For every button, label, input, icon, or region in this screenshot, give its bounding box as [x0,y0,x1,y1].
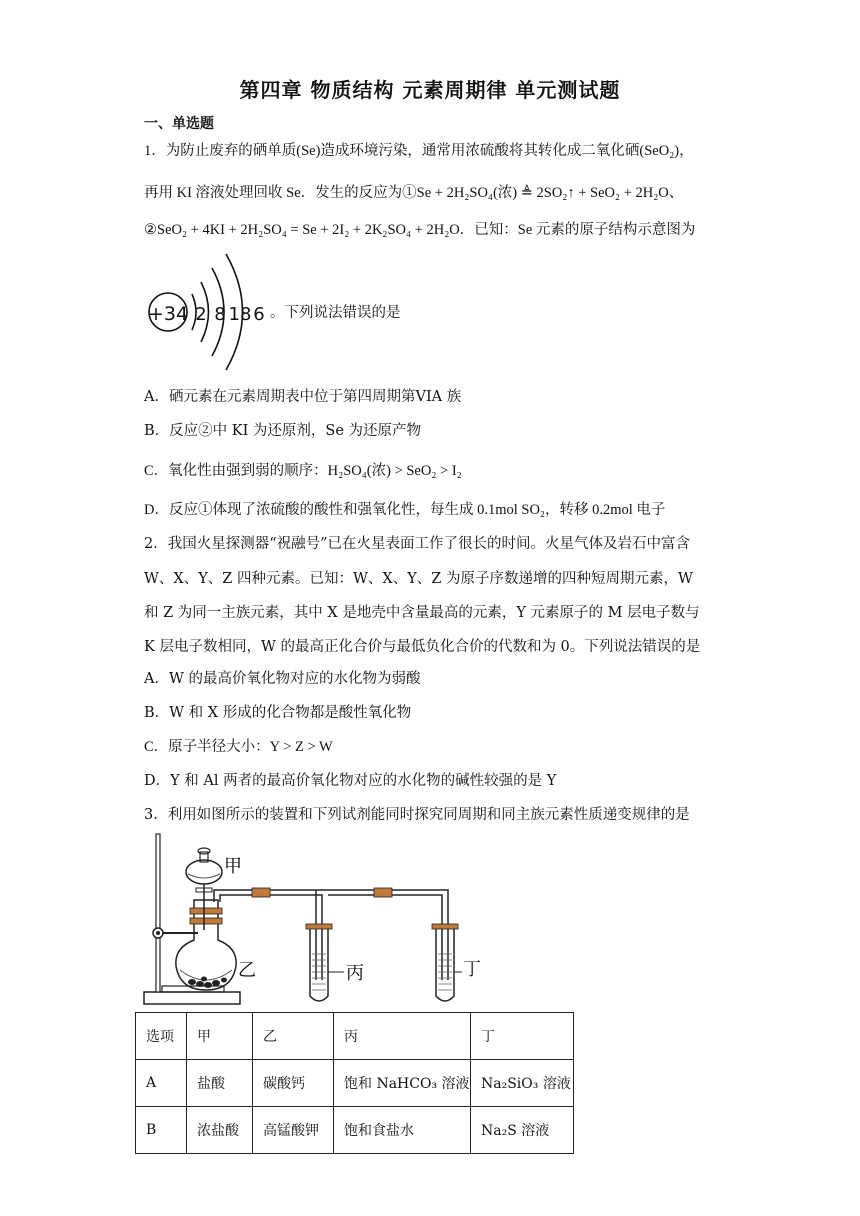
label-ding: 丁 [463,959,481,980]
rubber-connector-1 [252,888,270,897]
table-cell: 盐酸 [187,1060,253,1107]
table-header-row [136,1013,574,1060]
q1-option-d: D．反应①体现了浓硫酸的酸性和强氧化性，每生成 0.1mol SO₂，转移 0.2mol 电子 [144,502,666,518]
apparatus-diagram [140,830,470,1010]
q3-stem: 3．利用如图所示的装置和下列试剂能同时探究同周期和同主族元素性质递变规律的是 [144,807,690,823]
label-yi: 乙 [238,960,256,981]
table-header-cell: 选项 [136,1013,187,1060]
table-cell: Na₂SiO₃ 溶液 [471,1060,574,1107]
q1-stem-end: 。下列说法错误的是 [270,305,401,321]
table-header-cell: 丙 [334,1013,471,1060]
table-cell: 浓盐酸 [187,1107,253,1154]
stand-rod [156,834,160,992]
q2-option-d: D．Y 和 Al 两者的最高价氧化物对应的水化物的碱性较强的是 Y [144,773,557,789]
separatory-funnel [186,860,222,884]
table-cell: A [136,1060,187,1107]
shell-electrons-2: 8 [214,304,226,325]
q2-option-c: C．原子半径大小：Y > Z > W [144,739,333,755]
section-heading: 一、单选题 [144,116,214,132]
q1-option-a: A．硒元素在元素周期表中位于第四周期第VIA 族 [144,389,462,405]
q1-line-2: 再用 KI 溶液处理回收 Se．发生的反应为①Se + 2H₂SO₄(浓) ≜ 2SO₂↑ + SeO₂ + 2H₂O、 [144,185,684,201]
shell-electrons-3: 18 [228,304,252,325]
label-jia: 甲 [224,856,242,877]
table-cell: B [136,1107,187,1154]
table-header-cell: 丁 [471,1013,574,1060]
document-title: 第四章 物质结构 元素周期律 单元测试题 [239,78,621,102]
q2-line-3: 和 Z 为同一主族元素，其中 X 是地壳中含量最高的元素，Y 元素原子的 M 层电子数与 [144,605,700,621]
q2-line-4: K 层电子数相同，W 的最高正化合价与最低负化合价的代数和为 0。下列说法错误的是 [144,639,701,655]
test-tube-bing [310,924,328,1001]
table-cell: 碳酸钙 [253,1060,334,1107]
se-atom-structure-diagram [144,250,270,372]
table-cell: 饱和 NaHCO₃ 溶液 [334,1060,471,1107]
table-row [136,1060,574,1107]
q2-line-1: 2．我国火星探测器“祝融号”已在火星表面工作了很长的时间。火星气体及岩石中富含 [144,536,691,552]
table-header-cell: 乙 [253,1013,334,1060]
table-header-cell: 甲 [187,1013,253,1060]
q2-line-2: W、X、Y、Z 四种元素。已知：W、X、Y、Z 为原子序数递增的四种短周期元素，W [144,571,693,587]
q2-option-b: B．W 和 X 形成的化合物都是酸性氧化物 [144,705,412,721]
reagent-table [135,1012,574,1154]
table-row [136,1107,574,1154]
q1-option-b: B．反应②中 KI 为还原剂，Se 为还原产物 [144,423,422,439]
shell-electrons-4: 6 [253,304,265,325]
shell-electrons-1: 2 [195,304,207,325]
q1-line-3: ②SeO₂ + 4KI + 2H₂SO₄ = Se + 2I₂ + 2K₂SO₄ + 2H₂O．已知：Se 元素的原子结构示意图为 [144,222,696,238]
test-tube-ding [436,924,454,1001]
q1-line-1: 1．为防止废弃的硒单质(Se)造成环境污染，通常用浓硫酸将其转化成二氧化硒(SeO₂)， [144,143,694,159]
nucleus-charge: +34 [147,303,189,325]
q2-option-a: A．W 的最高价氧化物对应的水化物为弱酸 [144,671,421,687]
rubber-connector-2 [374,888,392,897]
table-cell: 高锰酸钾 [253,1107,334,1154]
table-cell: 饱和食盐水 [334,1107,471,1154]
label-bing: 丙 [346,963,364,984]
table-cell: Na₂S 溶液 [471,1107,574,1154]
stand-base [144,992,240,1004]
q1-option-c: C．氧化性由强到弱的顺序：H₂SO₄(浓) > SeO₂ > I₂ [144,463,462,479]
